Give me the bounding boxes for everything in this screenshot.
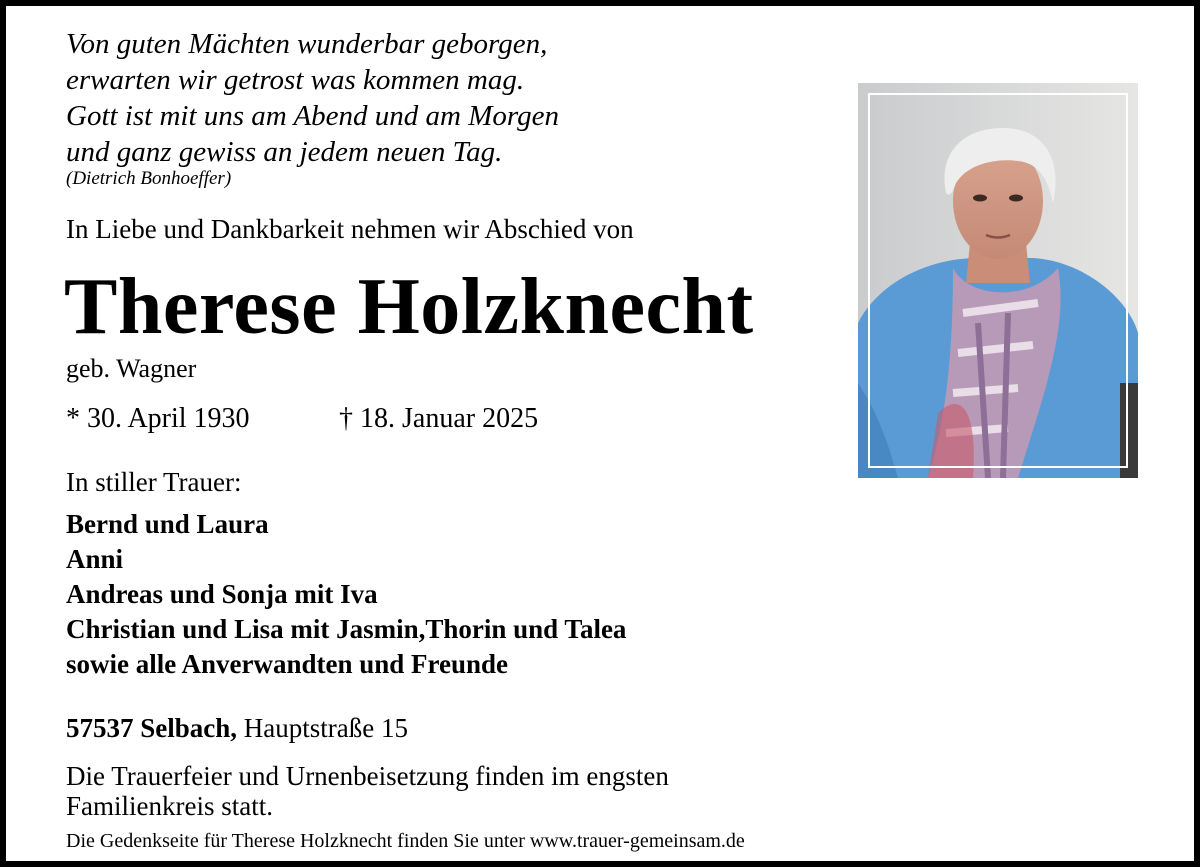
memorial-web-notice: Die Gedenkseite für Therese Holzknecht finden Sie unter www.trauer-gemeinsam.de — [66, 830, 745, 852]
mourners-list — [66, 507, 626, 682]
portrait-photo — [858, 83, 1138, 478]
quote-line: erwarten wir getrost was kommen mag. — [66, 64, 525, 96]
deceased-name: Therese Holzknecht — [64, 263, 754, 351]
birth-name: geb. Wagner — [66, 354, 197, 383]
bonhoeffer-quote — [66, 26, 559, 170]
birth-date: * 30. April 1930 — [66, 403, 250, 434]
quote-line: und ganz gewiss an jedem neuen Tag. — [66, 136, 503, 168]
quote-line: Gott ist mit uns am Abend und am Morgen — [66, 100, 559, 132]
mourner-entry: Christian und Lisa mit Jasmin,Thorin und Talea — [66, 614, 627, 644]
quote-line: Von guten Mächten wunderbar geborgen, — [66, 28, 548, 60]
ceremony-line: Die Trauerfeier und Urnenbeisetzung finden im engsten — [66, 761, 669, 791]
quote-author: (Dietrich Bonhoeffer) — [66, 168, 232, 189]
mourner-entry: Bernd und Laura — [66, 509, 269, 539]
address-place: 57537 Selbach, — [66, 713, 238, 743]
address-street: Hauptstraße 15 — [243, 713, 408, 743]
mourner-entry: Anni — [66, 544, 124, 574]
ceremony-line: Familienkreis statt. — [66, 791, 273, 821]
photo-border — [868, 93, 1128, 468]
death-date: † 18. Januar 2025 — [339, 403, 539, 434]
mourner-entry: Andreas und Sonja mit Iva — [66, 579, 378, 609]
intro-text: In Liebe und Dankbarkeit nehmen wir Abschied von — [66, 214, 634, 244]
mourning-heading: In stiller Trauer: — [66, 467, 242, 497]
mourner-entry: sowie alle Anverwandten und Freunde — [66, 649, 509, 679]
ceremony-notice — [66, 761, 669, 821]
address — [66, 713, 408, 744]
